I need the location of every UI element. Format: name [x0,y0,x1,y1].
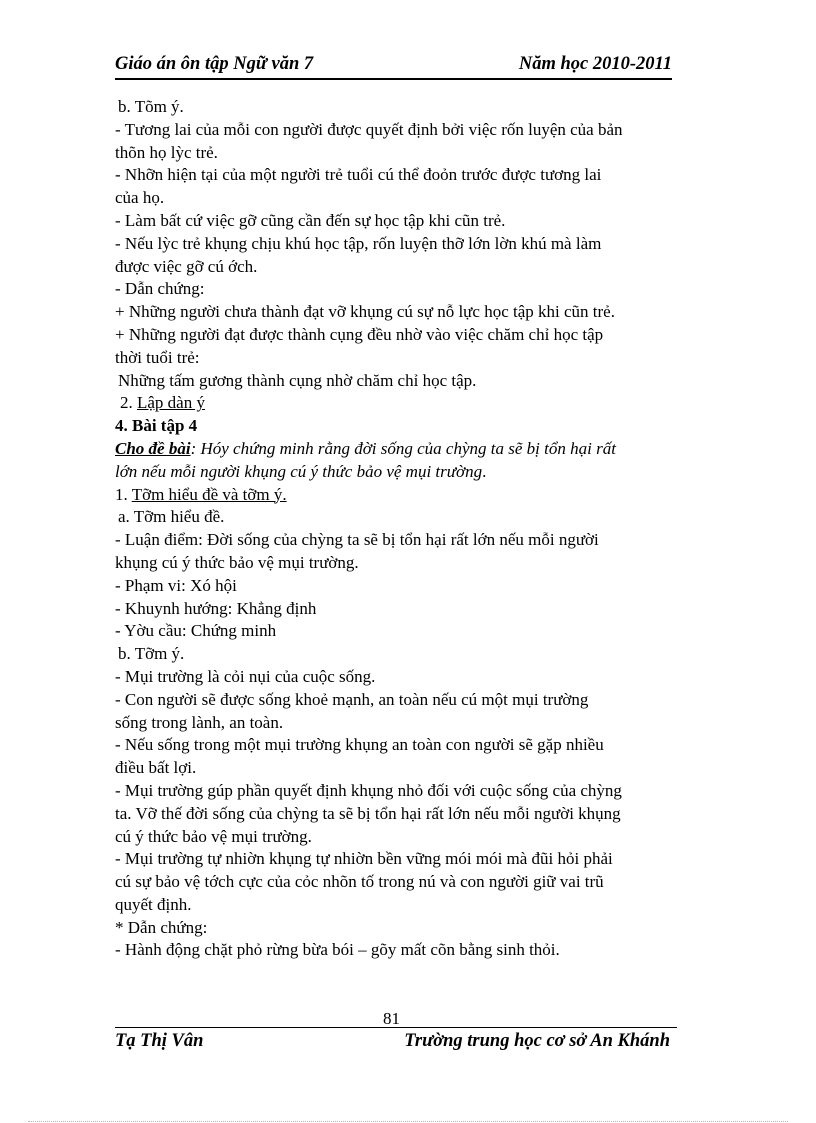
header-title: Giáo án ôn tập Ngữ văn 7 [115,54,314,74]
prompt-label: Cho đề bài [115,438,191,458]
prompt-text: lớn nếu mỗi người khụng cú ý thức bảo vệ mụi trường [115,461,483,481]
document-body [115,96,680,962]
text-line: - Nếu lỳc trẻ khụng chịu khú học tập, rốn luyện thỡ lớn lờn khú mà làm [115,233,602,253]
text-line: cú sự bảo vệ tớch cực của cỏc nhõn tố trong nú và con người giữ vai trũ [115,872,604,892]
exercise-prompt-line [115,438,680,461]
text-line: quyết định. [115,894,192,914]
text-line: * Dẫn chứng: [115,917,208,937]
section-title: Lập dàn ý [137,393,205,413]
text-line: - Yờu cầu: Chứng minh [115,621,277,641]
prompt-period: . [482,461,487,481]
text-line: - Phạm vi: Xó hội [115,575,237,595]
text-line: - Mụi trường gúp phần quyết định khụng nhỏ đối với cuộc sống của chỳng [115,780,622,800]
text-line: khụng cú ý thức bảo vệ mụi trường. [115,552,359,572]
section-number: 1. [115,484,132,504]
footer-school: Trường trung học cơ sở An Khánh [404,1031,670,1051]
section-heading-outline [115,392,680,415]
page-header [115,52,672,80]
text-line: thời tuổi trẻ: [115,347,200,367]
text-line: ta. Vỡ thế đời sống của chỳng ta sẽ bị tổn hại rất lớn nếu mỗi người khụng [115,803,621,823]
text-line: sống trong lành, an toàn. [115,712,284,732]
text-line: - Luận điểm: Đời sống của chỳng ta sẽ bị tổn hại rất lớn nếu mỗi người [115,530,599,550]
text-line: Những tấm gương thành cụng nhờ chăm chỉ học tập. [118,370,477,390]
section-heading-analysis [115,484,680,507]
section-number: 2. [120,393,137,413]
page-number: 81 [383,1009,400,1028]
text-line: của họ. [115,188,165,208]
text-line: b. Tỡm ý. [118,644,185,664]
exercise-prompt-line [115,461,680,484]
footer-author: Tạ Thị Vân [115,1031,204,1051]
text-line: điều bất lợi. [115,758,197,778]
header-school-year: Năm học 2010-2011 [518,54,672,74]
exercise-heading: 4. Bài tập 4 [115,416,198,436]
text-line: - Nếu sống trong một mụi trường khụng an toàn con người sẽ gặp nhiều [115,735,604,755]
footer-divider [115,1027,677,1028]
text-line: - Mụi trường tự nhiờn khụng tự nhiờn bền vững mói mói mà đũi hỏi phải [115,849,613,869]
text-line: + Những người đạt được thành cụng đều nhờ vào việc chăm chỉ học tập [115,324,604,344]
text-line: - Tương lai của mỗi con người được quyết định bởi việc rốn luyện của bản [115,119,623,139]
text-line: - Mụi trường là cỏi nụi của cuộc sống. [115,666,376,686]
text-line: - Hành động chặt phỏ rừng bừa bói – gõy mất cõn bằng sinh thỏi. [115,940,560,960]
section-title: Tỡm hiểu đề và tỡm ý. [131,484,287,504]
page-edge-dots [28,1121,788,1122]
text-line: được việc gỡ cú ớch. [115,256,258,276]
text-line: - Khuynh hướng: Khẳng định [115,598,317,618]
text-line: a. Tỡm hiểu đề. [118,507,225,527]
text-line: cú ý thức bảo vệ mụi trường. [115,826,312,846]
prompt-text: : Hóy chứng minh rằng đời sống của chỳng ta sẽ bị tổn hại rất [190,438,616,458]
text-line: - Làm bất cứ việc gỡ cũng cần đến sự học tập khi cũn trẻ. [115,210,506,230]
text-line: - Con người sẽ được sống khoẻ mạnh, an toàn nếu cú một mụi trường [115,689,589,709]
text-line: thõn họ lỳc trẻ. [115,142,218,162]
text-line: - Nhỡn hiện tại của một người trẻ tuổi cú thể đoỏn trước được tương lai [115,165,602,185]
text-line: + Những người chưa thành đạt vỡ khụng cú sự nỗ lực học tập khi cũn trẻ. [115,302,615,322]
text-line: - Dẫn chứng: [115,279,205,299]
text-line: b. Tõm ý. [118,97,184,116]
